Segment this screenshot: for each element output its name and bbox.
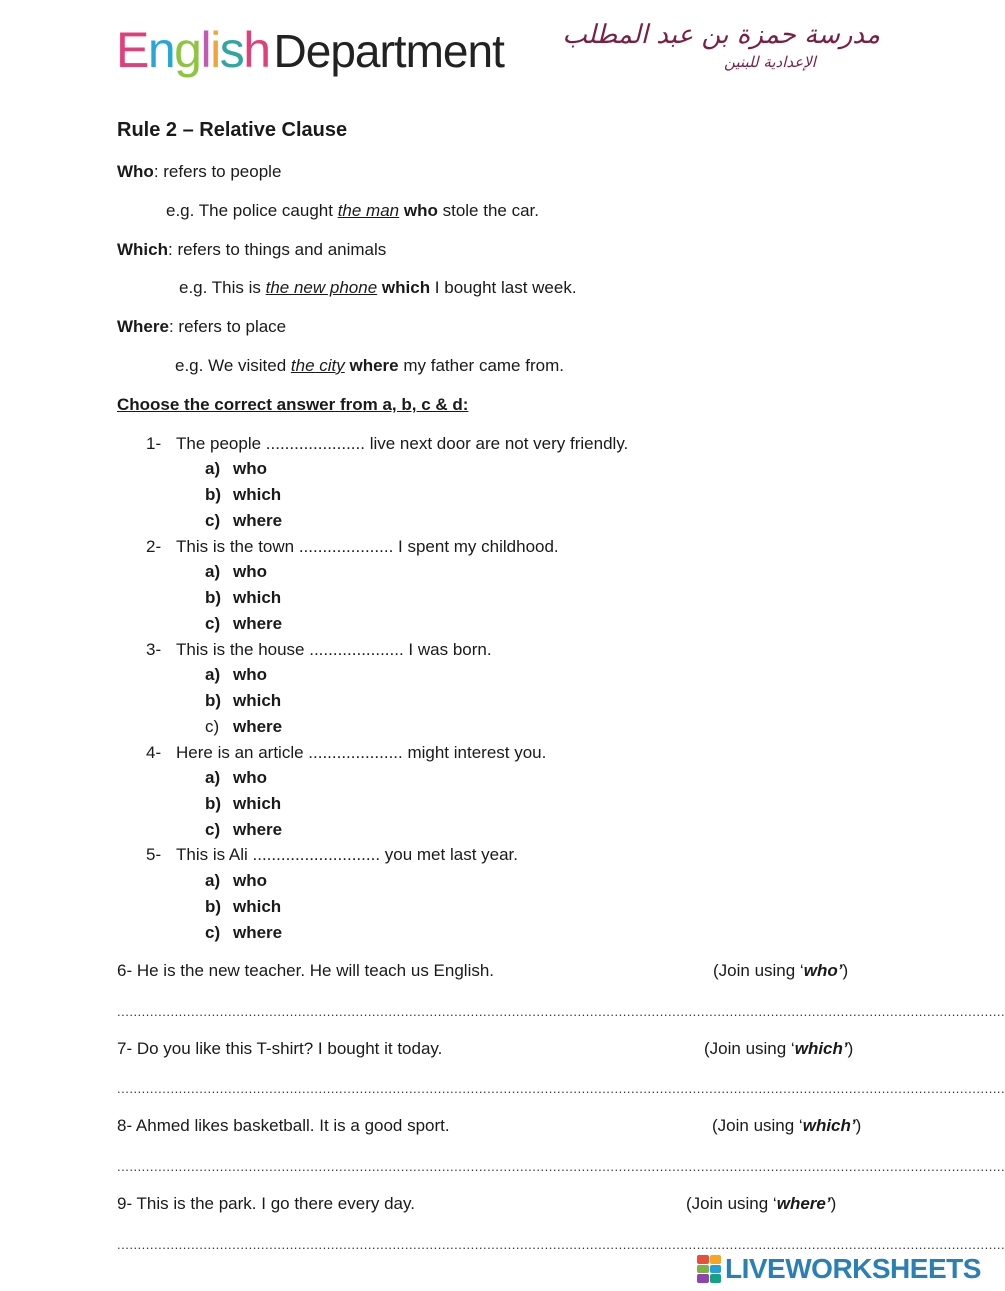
liveworksheets-brand: LIVEWORKSHEETS [725, 1253, 981, 1284]
who-example: e.g. The police caught the man who stole the car. [166, 201, 539, 220]
option-b[interactable]: b) which [205, 794, 282, 813]
option-b[interactable]: b) which [205, 897, 282, 916]
answer-line-7[interactable]: ........................................................................................................................................................................................................................ [117, 1081, 1005, 1096]
english-department-logo: EnglishDepartment [116, 22, 504, 78]
who-definition: Who: refers to people [117, 162, 282, 181]
join-hint-8: (Join using ‘which’) [712, 1116, 862, 1135]
liveworksheets-icon [697, 1255, 721, 1283]
school-name-line1: مدرسة حمزة بن عبد المطلب [562, 20, 880, 50]
liveworksheets-logo[interactable] [697, 1252, 981, 1286]
option-a[interactable]: a) who [205, 871, 267, 890]
school-name-line2: الإعدادية للبنين [724, 53, 816, 71]
option-a[interactable]: a) who [205, 562, 267, 581]
option-c[interactable]: c) where [205, 923, 283, 942]
option-a[interactable]: a) who [205, 459, 267, 478]
option-b[interactable]: b) which [205, 588, 282, 607]
join-question-8: 8- Ahmed likes basketball. It is a good sport. [117, 1116, 450, 1135]
option-a[interactable]: a) who [205, 768, 267, 787]
school-name-logo [562, 18, 880, 72]
which-definition: Which: refers to things and animals [117, 240, 387, 259]
question-item: 3- This is the house .................... I was born. [146, 640, 492, 659]
answer-line-9[interactable]: ........................................................................................................................................................................................................................ [117, 1237, 1005, 1252]
join-question-7: 7- Do you like this T-shirt? I bought it today. [117, 1039, 443, 1058]
question-item: 5- This is Ali ........................... you met last year. [146, 845, 518, 864]
question-item: 2- This is the town .................... I spent my childhood. [146, 537, 559, 556]
option-c[interactable]: c) where [205, 614, 283, 633]
question-item: 1- The people ..................... live next door are not very friendly. [146, 434, 629, 453]
which-example: e.g. This is the new phone which I bought last week. [179, 278, 577, 297]
where-example: e.g. We visited the city where my father came from. [175, 356, 564, 375]
option-b[interactable]: b) which [205, 485, 282, 504]
instruction-heading: Choose the correct answer from a, b, c & d: [117, 395, 469, 414]
page-title: Rule 2 – Relative Clause [117, 119, 348, 141]
join-question-6: 6- He is the new teacher. He will teach us English. [117, 961, 495, 980]
option-b[interactable]: b) which [205, 691, 282, 710]
join-hint-6: (Join using ‘who’) [713, 961, 849, 980]
join-hint-9: (Join using ‘where’) [686, 1194, 837, 1213]
option-c[interactable]: c) where [205, 717, 283, 736]
join-hint-7: (Join using ‘which’) [704, 1039, 854, 1058]
answer-line-6[interactable]: ........................................................................................................................................................................................................................ [117, 1004, 1005, 1019]
where-definition: Where: refers to place [117, 317, 287, 336]
option-c[interactable]: c) where [205, 820, 283, 839]
answer-line-8[interactable]: ........................................................................................................................................................................................................................ [117, 1159, 1005, 1174]
question-item: 4- Here is an article .................... might interest you. [146, 743, 547, 762]
option-a[interactable]: a) who [205, 665, 267, 684]
option-c[interactable]: c) where [205, 511, 283, 530]
join-question-9: 9- This is the park. I go there every day. [117, 1194, 415, 1213]
